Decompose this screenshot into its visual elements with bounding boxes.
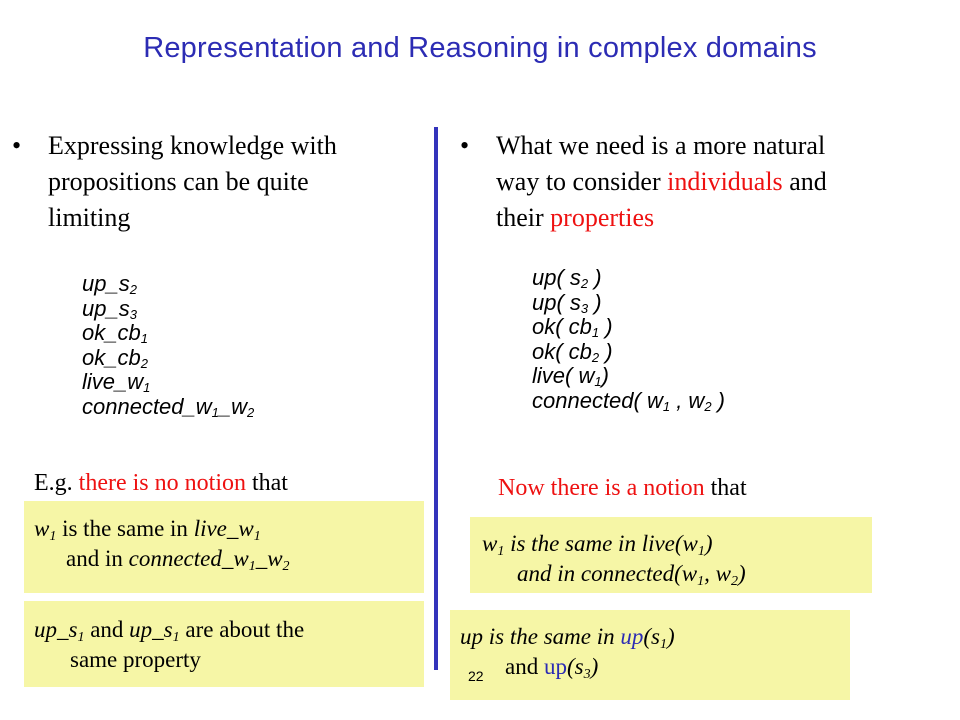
right-box-same-w1: $w_1$ is the same in $live(w_1)$ and in $connected(w_1$, $w_2$) — [470, 517, 872, 593]
left-box-same-w1: $w_1$ is the same in $live\_w_1$ and in $connected\_w_1\_w_2$ — [24, 501, 424, 593]
bullet-dot: • — [12, 131, 22, 160]
left-bullet-line-2: propositions can be quite — [48, 167, 309, 196]
left-proposition-list — [82, 272, 254, 419]
left-bullet-line-3: limiting — [48, 203, 131, 232]
right-prop-2: up( $s_3$ ) — [532, 289, 602, 316]
left-prop-2: $up\_s_3$ — [82, 295, 137, 322]
column-divider — [434, 127, 438, 670]
left-prop-4: $ok\_cb_2$ — [82, 344, 148, 371]
slide-title: Representation and Reasoning in complex domains — [143, 32, 817, 64]
right-bullet-line-2: way to consider individuals and — [496, 167, 827, 196]
now-notion-highlight: Now there is a notion — [498, 475, 705, 501]
up-term-2: up — [543, 654, 567, 679]
page-number: 22 — [468, 668, 484, 684]
left-prop-3: $ok\_cb_1$ — [82, 320, 148, 346]
no-notion-highlight: there is no notion — [78, 470, 246, 496]
right-bullet — [460, 128, 936, 236]
left-example-line: E.g. there is no notion that — [34, 470, 288, 496]
right-box-same-up: up is the same in $up(s_1)$ and $up(s_3)$ — [450, 610, 850, 700]
right-prop-1: up( $s_2$ ) — [532, 265, 602, 291]
properties-highlight: properties — [550, 203, 655, 232]
individuals-highlight: individuals — [667, 167, 783, 196]
left-prop-6: $connected\_w_1\_w_2$ — [82, 393, 255, 420]
right-bullet-line-3: their properties — [496, 203, 655, 232]
up-term-1: up — [620, 624, 644, 649]
right-proposition-list — [532, 266, 725, 413]
left-bullet-line-1: Expressing knowledge with — [48, 131, 337, 160]
bullet-dot: • — [460, 131, 470, 160]
right-notion-line: Now there is a notion that — [498, 475, 747, 501]
right-prop-4: ok( $cb_2$ ) — [532, 338, 613, 365]
left-prop-1: $up\_s_2$ — [82, 271, 137, 297]
right-prop-3: ok( $cb_1$ ) — [532, 314, 613, 340]
right-prop-6: connected( $w_1$ , $w_2$ ) — [532, 387, 726, 414]
left-bullet — [12, 128, 428, 236]
left-box-same-property: $up\_s_1$ and $up\_s_1$ are about the same property — [24, 601, 424, 687]
right-prop-5: live( $w_1$) — [532, 363, 609, 389]
right-bullet-line-1: What we need is a more natural — [496, 131, 826, 160]
left-prop-5: $live\_w_1$ — [82, 369, 151, 395]
